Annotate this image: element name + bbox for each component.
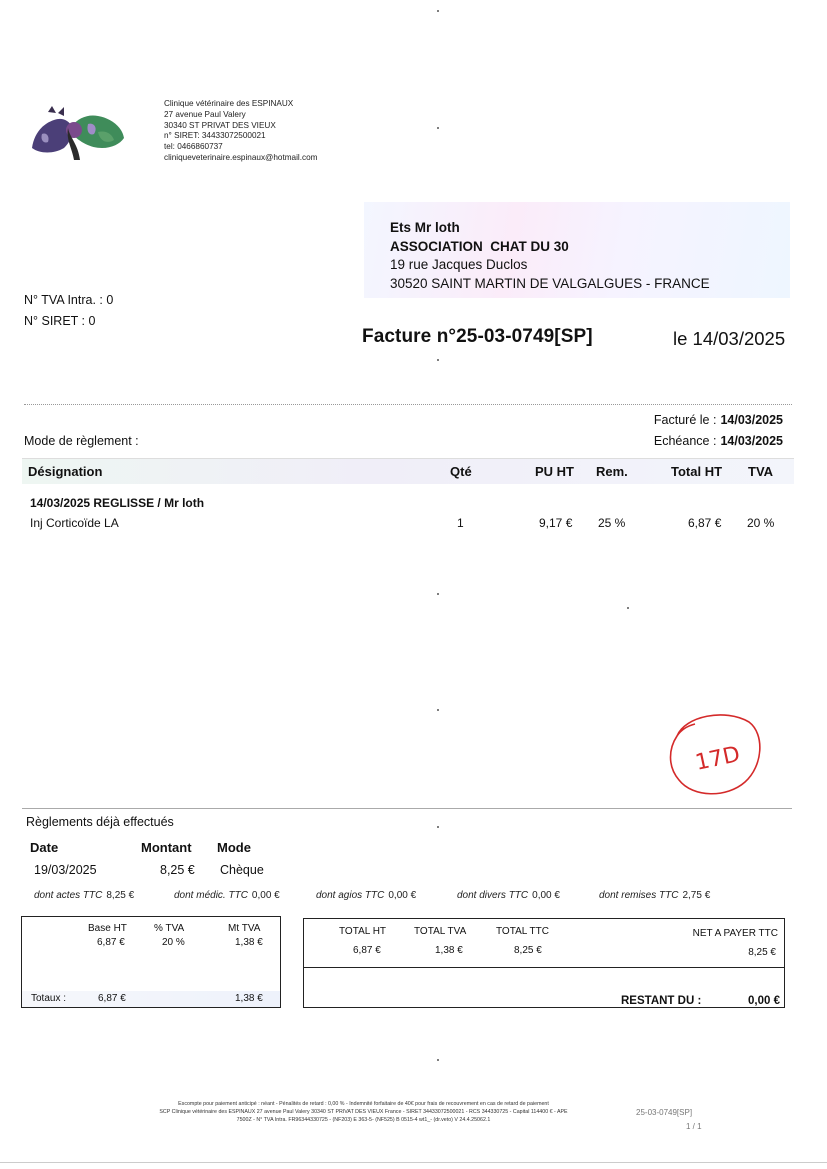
footer-invoice-ref: 25-03-0749[SP] — [636, 1108, 693, 1117]
scan-speck — [437, 1059, 439, 1061]
scan-speck — [437, 709, 439, 711]
vat-pct-value: 20 % — [162, 937, 185, 948]
divider — [22, 808, 792, 809]
footer-line-1: Escompte pour paiement anticipé : néant - Pénalités de retard : 0,00 % - Indemnité forfaitaire de 40€ pour frais de recouvrement en cas de retard de paiement — [178, 1101, 549, 1107]
vat-total-amount: 1,38 € — [235, 993, 263, 1004]
totals-divider — [304, 967, 784, 968]
scan-speck — [437, 826, 439, 828]
col-qty: Qté — [450, 464, 472, 479]
breakdown-divers-value: 0,00 € — [532, 890, 560, 901]
line-vat: 20 % — [747, 516, 775, 530]
totals-box — [303, 918, 785, 1008]
legal-footer — [0, 1101, 827, 1124]
vat-total-base: 6,87 € — [98, 993, 126, 1004]
clinic-siret: n° SIRET: 34433072500021 — [164, 131, 266, 141]
line-unit-price: 9,17 € — [539, 516, 573, 530]
total-ht-label: TOTAL HT — [339, 926, 387, 937]
remaining-due-value: 0,00 € — [748, 995, 780, 1007]
page-bottom-edge — [0, 1162, 827, 1163]
vat-col-amount: Mt TVA — [228, 923, 261, 934]
breakdown-medic — [174, 890, 280, 901]
col-unit-price: PU HT — [535, 464, 574, 479]
handwritten-circled-note — [665, 708, 765, 798]
divider — [24, 404, 792, 405]
payment-mode-label: Mode de règlement : — [24, 434, 139, 448]
clinic-street: 27 avenue Paul Valery — [164, 109, 246, 119]
client-street: 19 rue Jacques Duclos — [390, 257, 528, 272]
breakdown-remises-value: 2,75 € — [682, 890, 711, 901]
breakdown-divers — [457, 890, 560, 901]
scan-speck — [437, 359, 439, 361]
clinic-tel: tel: 0466860737 — [164, 142, 223, 152]
client-ids — [24, 290, 113, 332]
payments-col-date: Date — [30, 840, 59, 855]
scan-speck — [437, 593, 439, 595]
vat-totals-label: Totaux : — [31, 993, 67, 1004]
line-designation: Inj Corticoïde LA — [30, 516, 119, 530]
total-ttc-value: 8,25 € — [514, 945, 542, 956]
breakdown-remises — [599, 890, 710, 901]
clinic-email: cliniqueveterinaire.espinaux@hotmail.com — [164, 152, 318, 162]
total-tva-value: 1,38 € — [435, 945, 463, 956]
client-address-block — [390, 219, 710, 293]
payments-col-mode: Mode — [217, 840, 251, 855]
page-number: 1 / 1 — [686, 1122, 702, 1131]
col-vat: TVA — [748, 464, 774, 479]
line-group-title: 14/03/2025 REGLISSE / Mr loth — [30, 496, 205, 510]
net-to-pay-label: NET A PAYER TTC — [692, 928, 778, 939]
invoice-date: le 14/03/2025 — [673, 328, 786, 349]
client-name: Ets Mr loth — [390, 220, 460, 235]
breakdown-agios-label: dont agios TTC — [316, 890, 385, 901]
invoice-title: Facture n°25-03-0749[SP] — [362, 326, 593, 347]
clinic-city: 30340 ST PRIVAT DES VIEUX — [164, 120, 276, 130]
col-designation: Désignation — [28, 464, 103, 479]
footer-line-3: 7500Z - N° TVA Intra. FR96344330725 - (NF203) E 363-5- (NF525) B 0515-4 wt1_- (dr.veto) V 24.4.25062.1 — [236, 1116, 491, 1123]
client-city: 30520 SAINT MARTIN DE VALGALGUES - FRANCE — [390, 275, 710, 291]
scan-speck — [437, 127, 439, 129]
due-date-label: Echéance : — [653, 434, 717, 448]
handwritten-note-text: 17D — [693, 742, 743, 776]
due-date — [654, 431, 783, 452]
breakdown-acts-label: dont actes TTC — [34, 890, 103, 901]
payments-title: Règlements déjà effectués — [26, 815, 174, 829]
breakdown-acts-value: 8,25 € — [106, 890, 135, 901]
footer-line-2: SCP Clinique vétérinaire des ESPINAUX 27 avenue Paul Valery 30340 ST PRIVAT DES VIEUX France - SIRET 34433072500021 - RCS 344330725 - Capital 114400 € - APE — [159, 1108, 568, 1115]
scan-speck — [627, 607, 629, 609]
col-discount: Rem. — [596, 464, 628, 479]
invoiced-on-value: 14/03/2025 — [720, 413, 783, 427]
breakdown-agios-value: 0,00 € — [388, 890, 417, 901]
payment-amount: 8,25 € — [160, 863, 195, 877]
breakdown-remises-label: dont remises TTC — [599, 890, 679, 901]
invoiced-on-label: Facturé le : — [653, 413, 717, 427]
vat-summary-box — [21, 916, 281, 1008]
total-tva-label: TOTAL TVA — [414, 926, 467, 937]
total-ht-value: 6,87 € — [353, 945, 381, 956]
total-ttc-label: TOTAL TTC — [496, 926, 549, 937]
clinic-address-block — [164, 99, 318, 164]
line-total-ht: 6,87 € — [688, 516, 722, 530]
vat-amount-value: 1,38 € — [235, 937, 263, 948]
due-date-value: 14/03/2025 — [720, 434, 783, 448]
payments-col-amount: Montant — [141, 840, 192, 855]
net-to-pay-value: 8,25 € — [748, 947, 776, 958]
scan-speck — [437, 10, 439, 12]
breakdown-divers-label: dont divers TTC — [457, 890, 529, 901]
payment-mode: Chèque — [220, 863, 264, 877]
client-organization: ASSOCIATION CHAT DU 30 — [390, 238, 569, 254]
breakdown-agios — [316, 890, 416, 901]
invoiced-on — [654, 410, 783, 431]
breakdown-acts — [34, 890, 134, 901]
line-discount: 25 % — [598, 516, 626, 530]
clinic-name: Clinique vétérinaire des ESPINAUX — [164, 99, 294, 108]
invoice-dates-block — [654, 410, 783, 452]
breakdown-medic-value: 0,00 € — [251, 890, 280, 901]
clinic-logo — [28, 104, 128, 166]
client-siret: N° SIRET : 0 — [24, 314, 96, 328]
breakdown-medic-label: dont médic. TTC — [174, 890, 248, 901]
line-qty: 1 — [457, 516, 464, 530]
vat-col-pct: % TVA — [154, 923, 185, 934]
remaining-due-label: RESTANT DU : — [621, 995, 702, 1007]
col-total-ht: Total HT — [671, 464, 723, 479]
client-tva-intra: N° TVA Intra. : 0 — [24, 293, 114, 307]
vat-col-base: Base HT — [88, 923, 127, 934]
vat-base-value: 6,87 € — [97, 937, 125, 948]
payment-date: 19/03/2025 — [34, 863, 97, 877]
